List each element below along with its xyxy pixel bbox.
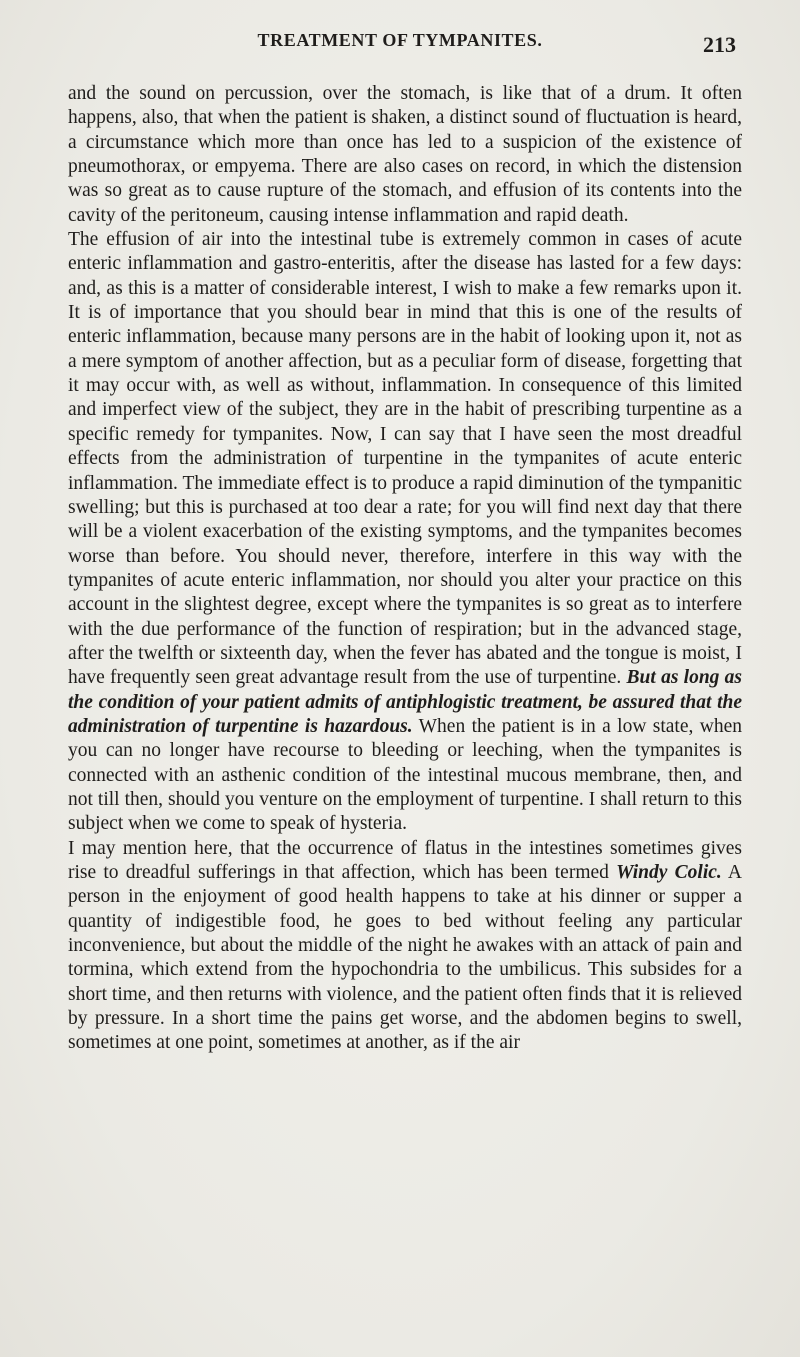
paragraph-2 [68,228,742,837]
body-text [68,82,742,1056]
page-header [0,26,800,62]
page-number: 213 [703,32,736,57]
paragraph-3-italic-term: Windy Colic. [616,862,722,883]
paragraph-3-text-a: I may mention here, that the occurrence of flatus in the intestines sometimes gives rise to dreadful sufferings in that affection, which has been termed [68,837,742,883]
paragraph-2-text-a: The effusion of air into the intestinal tube is extremely common in cases of acute enteric inflammation and gastro-enteritis, after the disease has lasted for a few days: and, as this is a matter of considerable interest, I wish to make a few remarks upon it. It is of importance that you should bear in mind that this is one of the results of enteric inflammation, because many persons are in the habit of looking upon it, not as a mere symptom of another affection, but as a peculiar form of disease, forgetting that it may occur with, as well as without, inflammation. In consequence of this limited and imperfect view of the subject, they are in the habit of prescribing turpentine as a specific remedy for tympanites. Now, I can say that I have seen the most dreadful effects from the administration of turpentine in the tympanites of acute enteric inflammation. The immediate effect is to produce a rapid diminution of the tympanitic swelling; but this is purchased at too dear a rate; for you will find next day that there will be a violent exacerbation of the existing symptoms, and the tympanites becomes worse than before. You should never, therefore, interfere in this way with the tympanites of acute enteric inflammation, nor should you alter your practice on this account in the slightest degree, except where the tympanites is so great as to interfere with the due performance of the function of respiration; but in the advanced stage, after the twelfth or sixteenth day, when the fever has abated and the tongue is moist, I have frequently seen great advantage result from the use of turpentine. [68,229,742,689]
paragraph-1: and the sound on percussion, over the stomach, is like that of a drum. It often happens, also, that when the patient is shaken, a distinct sound of fluctuation is heard, a circumstance which more than once has led to a suspicion of the existence of pneumothorax, or empyema. There are also cases on record, in which the distension was so great as to cause rupture of the stomach, and effusion of its contents into the cavity of the peritoneum, causing intense inflammation and rapid death. [68,83,742,226]
running-head: TREATMENT OF TYMPANITES. [257,30,543,50]
paragraph-3 [68,837,742,1056]
paragraph-2-text-b: When the patient is in a low state, when you can no longer have recourse to bleeding or leeching, when the tympanites is connected with an asthenic condition of the intestinal mucous membrane, then, and not till then, should you venture on the employment of turpentine. I shall return to this subject when we come to speak of hysteria. [68,715,742,835]
paragraph-2-italic-warning: But as long as the condition of your patient admits of antiphlogistic treatment, be assured that the administration of turpentine is hazardous. [68,667,742,737]
paragraph-3-text-b: A person in the enjoyment of good health happens to take at his dinner or supper a quantity of indigestible food, he goes to bed without feeling any particular inconvenience, but about the middle of the night he awakes with an attack of pain and tormina, which extend from the hypochondria to the umbilicus. This subsides for a short time, and then returns with violence, and the patient often finds that it is relieved by pressure. In a short time the pains get worse, and the abdomen begins to swell, sometimes at one point, sometimes at another, as if the air [68,862,743,1054]
